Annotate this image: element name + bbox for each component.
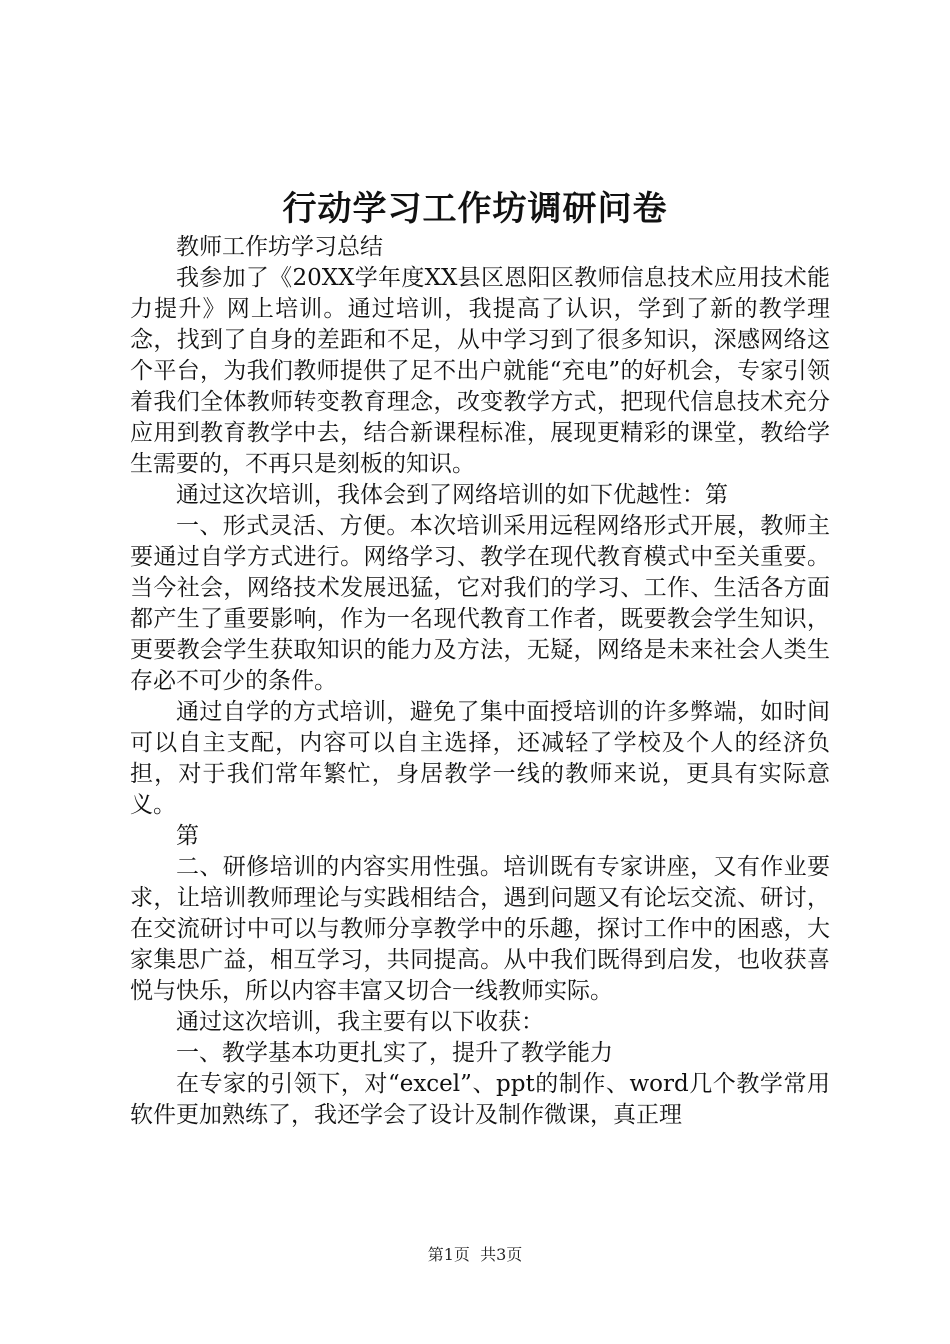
document-body (130, 232, 830, 1131)
document-title: 行动学习工作坊调研问卷 (282, 189, 668, 229)
paragraph: 我参加了《20XX学年度XX县区恩阳区教师信息技术应用技术能力提升》网上培训。通过培训，我提高了认识，学到了新的教学理念，找到了自身的差距和不足，从中学习到了很多知识，深感网络这个平台，为我们教师提供了足不出户就能“充电”的好机会，专家引领着我们全体教师转变教育理念，改变教学方式，把现代信息技术充分应用到教育教学中去，结合新课程标准，展现更精彩的课堂，教给学生需要的，不再只是刻板的知识。 (130, 265, 830, 477)
paragraph: 二、研修培训的内容实用性强。培训既有专家讲座，又有作业要求，让培训教师理论与实践相结合，遇到问题又有论坛交流、研讨，在交流研讨中可以与教师分享教学中的乐趣，探讨工作中的困惑，大家集思广益，相互学习，共同提高。从中我们既得到启发，也收获喜悦与快乐，所以内容丰富又切合一线教师实际。 (130, 854, 830, 1004)
paragraph-heading: 教师工作坊学习总结 (176, 234, 383, 260)
paragraph: 一、形式灵活、方便。本次培训采用远程网络形式开展，教师主要通过自学方式进行。网络学习、教学在现代教育模式中至关重要。当今社会，网络技术发展迅猛，它对我们的学习、工作、生活各方面都产生了重要影响，作为一名现代教育工作者，既要教会学生知识，更要教会学生获取知识的能力及方法，无疑，网络是未来社会人类生存必不可少的条件。 (130, 513, 830, 694)
paragraph: 在专家的引领下，对“excel”、ppt的制作、word几个教学常用软件更加熟练了，我还学会了设计及制作微课，真正理 (130, 1071, 830, 1128)
paragraph: 通过这次培训，我主要有以下收获： (176, 1009, 544, 1035)
paragraph: 一、教学基本功更扎实了，提升了教学能力 (176, 1040, 613, 1066)
paragraph: 第 (176, 823, 199, 849)
page-number: 第1页 (427, 1245, 470, 1264)
page-footer (0, 1244, 950, 1266)
paragraph: 通过自学的方式培训，避免了集中面授培训的许多弊端，如时间可以自主支配，内容可以自主选择，还减轻了学校及个人的经济负担，对于我们常年繁忙，身居教学一线的教师来说，更具有实际意义。 (130, 699, 830, 818)
page-total: 共3页 (480, 1245, 523, 1264)
paragraph: 通过这次培训，我体会到了网络培训的如下优越性：第 (176, 482, 728, 508)
